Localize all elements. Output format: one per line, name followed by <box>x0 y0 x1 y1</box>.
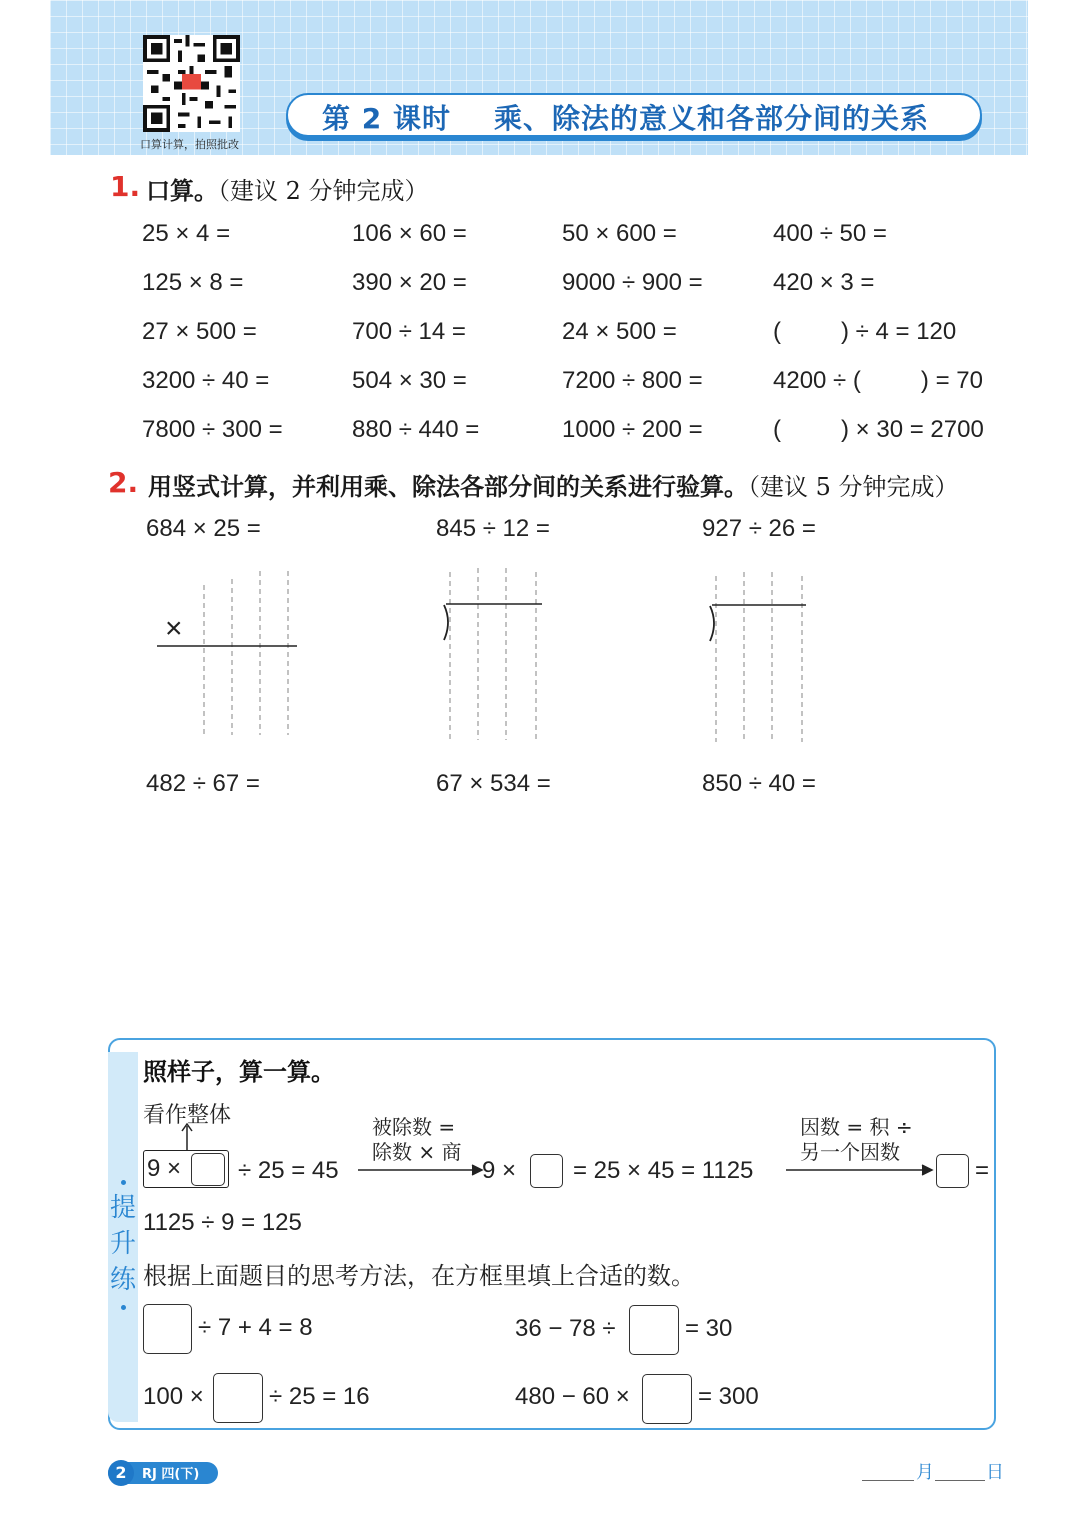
example-part4: = 25 × 45 = 1125 <box>573 1157 754 1184</box>
note2-line1: 因数 = 积 ÷ <box>800 1115 913 1139</box>
oral-calc-item: 125 × 8 = <box>142 269 244 296</box>
oral-calc-item: ( ) × 30 = 2700 <box>773 416 984 443</box>
side-dot-icon <box>121 1305 126 1310</box>
instruction: 根据上面题目的思考方法，在方框里填上合适的数。 <box>143 1263 695 1290</box>
side-label-char: 升 <box>109 1229 136 1259</box>
right-arrow-icon <box>786 1162 936 1178</box>
answer-box[interactable] <box>213 1373 263 1423</box>
day-label: 日 <box>986 1462 1004 1483</box>
oral-calc-item: 7200 ÷ 800 = <box>562 367 703 394</box>
answer-box[interactable] <box>143 1304 192 1354</box>
book-code: RJ 四(下) <box>142 1467 200 1482</box>
note1-line1: 被除数 = <box>372 1115 456 1139</box>
answer-box[interactable] <box>629 1305 679 1355</box>
problem3-before: 100 × <box>143 1383 204 1410</box>
oral-calc-item: 1000 ÷ 200 = <box>562 416 703 443</box>
oral-calc-item: 504 × 30 = <box>352 367 467 394</box>
example-part1: 9 × <box>147 1155 182 1182</box>
up-arrow-icon <box>180 1122 194 1152</box>
problem1-after: ÷ 7 + 4 = 8 <box>198 1314 313 1341</box>
advanced-heading: 照样子，算一算。 <box>143 1058 335 1086</box>
problem4-before: 480 − 60 × <box>515 1383 630 1410</box>
division-bracket <box>710 606 714 641</box>
problem4-after: = 300 <box>698 1383 759 1410</box>
note1-line2: 除数 × 商 <box>372 1140 462 1164</box>
oral-calc-item: 24 × 500 = <box>562 318 677 345</box>
oral-calc-item: 27 × 500 = <box>142 318 257 345</box>
oral-calc-item: 420 × 3 = <box>773 269 875 296</box>
note1 <box>372 1115 461 1165</box>
multiplication-scratch-area[interactable] <box>150 565 310 745</box>
oral-calc-item: 50 × 600 = <box>562 220 677 247</box>
q2-title-text: 用竖式计算，并利用乘、除法各部分间的关系进行验算。 <box>148 473 748 501</box>
q2-expr-2: 845 ÷ 12 = <box>436 515 550 542</box>
qr-caption: 口算计算，拍照批改 <box>140 138 239 151</box>
example-part5: = <box>975 1157 990 1184</box>
q1-number: 1. <box>110 170 141 203</box>
oral-calc-item: 25 × 4 = <box>142 220 231 247</box>
q1-title-text: 口算。 <box>146 177 218 205</box>
q1-title <box>146 171 429 206</box>
oral-calc-item: 400 ÷ 50 = <box>773 220 887 247</box>
division-scratch-area-1[interactable] <box>436 562 556 747</box>
q2-expr-5: 67 × 534 = <box>436 770 551 797</box>
note2 <box>800 1115 913 1165</box>
right-arrow-icon <box>358 1162 486 1178</box>
treat-as-whole-label: 看作整体 <box>143 1102 232 1127</box>
answer-box[interactable] <box>191 1153 225 1186</box>
example-part2: ÷ 25 = 45 <box>238 1157 339 1184</box>
q2-expr-4: 482 ÷ 67 = <box>146 770 260 797</box>
q2-expr-3: 927 ÷ 26 = <box>702 515 816 542</box>
note2-line2: 另一个因数 <box>800 1140 900 1164</box>
oral-calc-item: 3200 ÷ 40 = <box>142 367 270 394</box>
answer-box[interactable] <box>530 1154 563 1188</box>
division-bracket <box>444 605 448 640</box>
division-scratch-area-2[interactable] <box>702 566 822 751</box>
qr-code-icon[interactable] <box>143 35 240 132</box>
side-label-char: 提 <box>109 1193 136 1223</box>
page-number: 2 <box>108 1460 134 1486</box>
problem3-after: ÷ 25 = 16 <box>269 1383 370 1410</box>
problem2-after: = 30 <box>685 1315 733 1342</box>
oral-calc-item: 106 × 60 = <box>352 220 467 247</box>
q2-hint: （建议 5 分钟完成） <box>748 473 959 501</box>
answer-box[interactable] <box>642 1374 692 1424</box>
oral-calc-item: 880 ÷ 440 = <box>352 416 480 443</box>
oral-calc-item: 9000 ÷ 900 = <box>562 269 703 296</box>
times-sign: × <box>165 612 183 645</box>
day-underline[interactable] <box>935 1480 985 1481</box>
q2-expr-6: 850 ÷ 40 = <box>702 770 816 797</box>
oral-calc-item: 390 × 20 = <box>352 269 467 296</box>
oral-calc-item: ( ) ÷ 4 = 120 <box>773 318 957 345</box>
oral-calc-item: 4200 ÷ ( ) = 70 <box>773 367 983 394</box>
q2-number: 2. <box>108 466 139 499</box>
advanced-side-label <box>108 1190 138 1298</box>
month-label: 月 <box>916 1462 934 1483</box>
q2-title <box>148 467 959 502</box>
oral-calc-item: 700 ÷ 14 = <box>352 318 466 345</box>
q2-expr-1: 684 × 25 = <box>146 515 261 542</box>
example-line2: 1125 ÷ 9 = 125 <box>143 1209 302 1236</box>
side-label-char: 练 <box>109 1265 136 1295</box>
example-part3: 9 × <box>482 1157 517 1184</box>
answer-box[interactable] <box>936 1154 969 1188</box>
oral-calc-item: 7800 ÷ 300 = <box>142 416 283 443</box>
side-dot-icon <box>121 1180 126 1185</box>
month-underline[interactable] <box>862 1480 914 1481</box>
problem2-before: 36 − 78 ÷ <box>515 1315 616 1342</box>
q1-hint: （建议 2 分钟完成） <box>218 177 429 205</box>
page-title: 第 2 课时 乘、除法的意义和各部分间的关系 <box>322 102 929 135</box>
